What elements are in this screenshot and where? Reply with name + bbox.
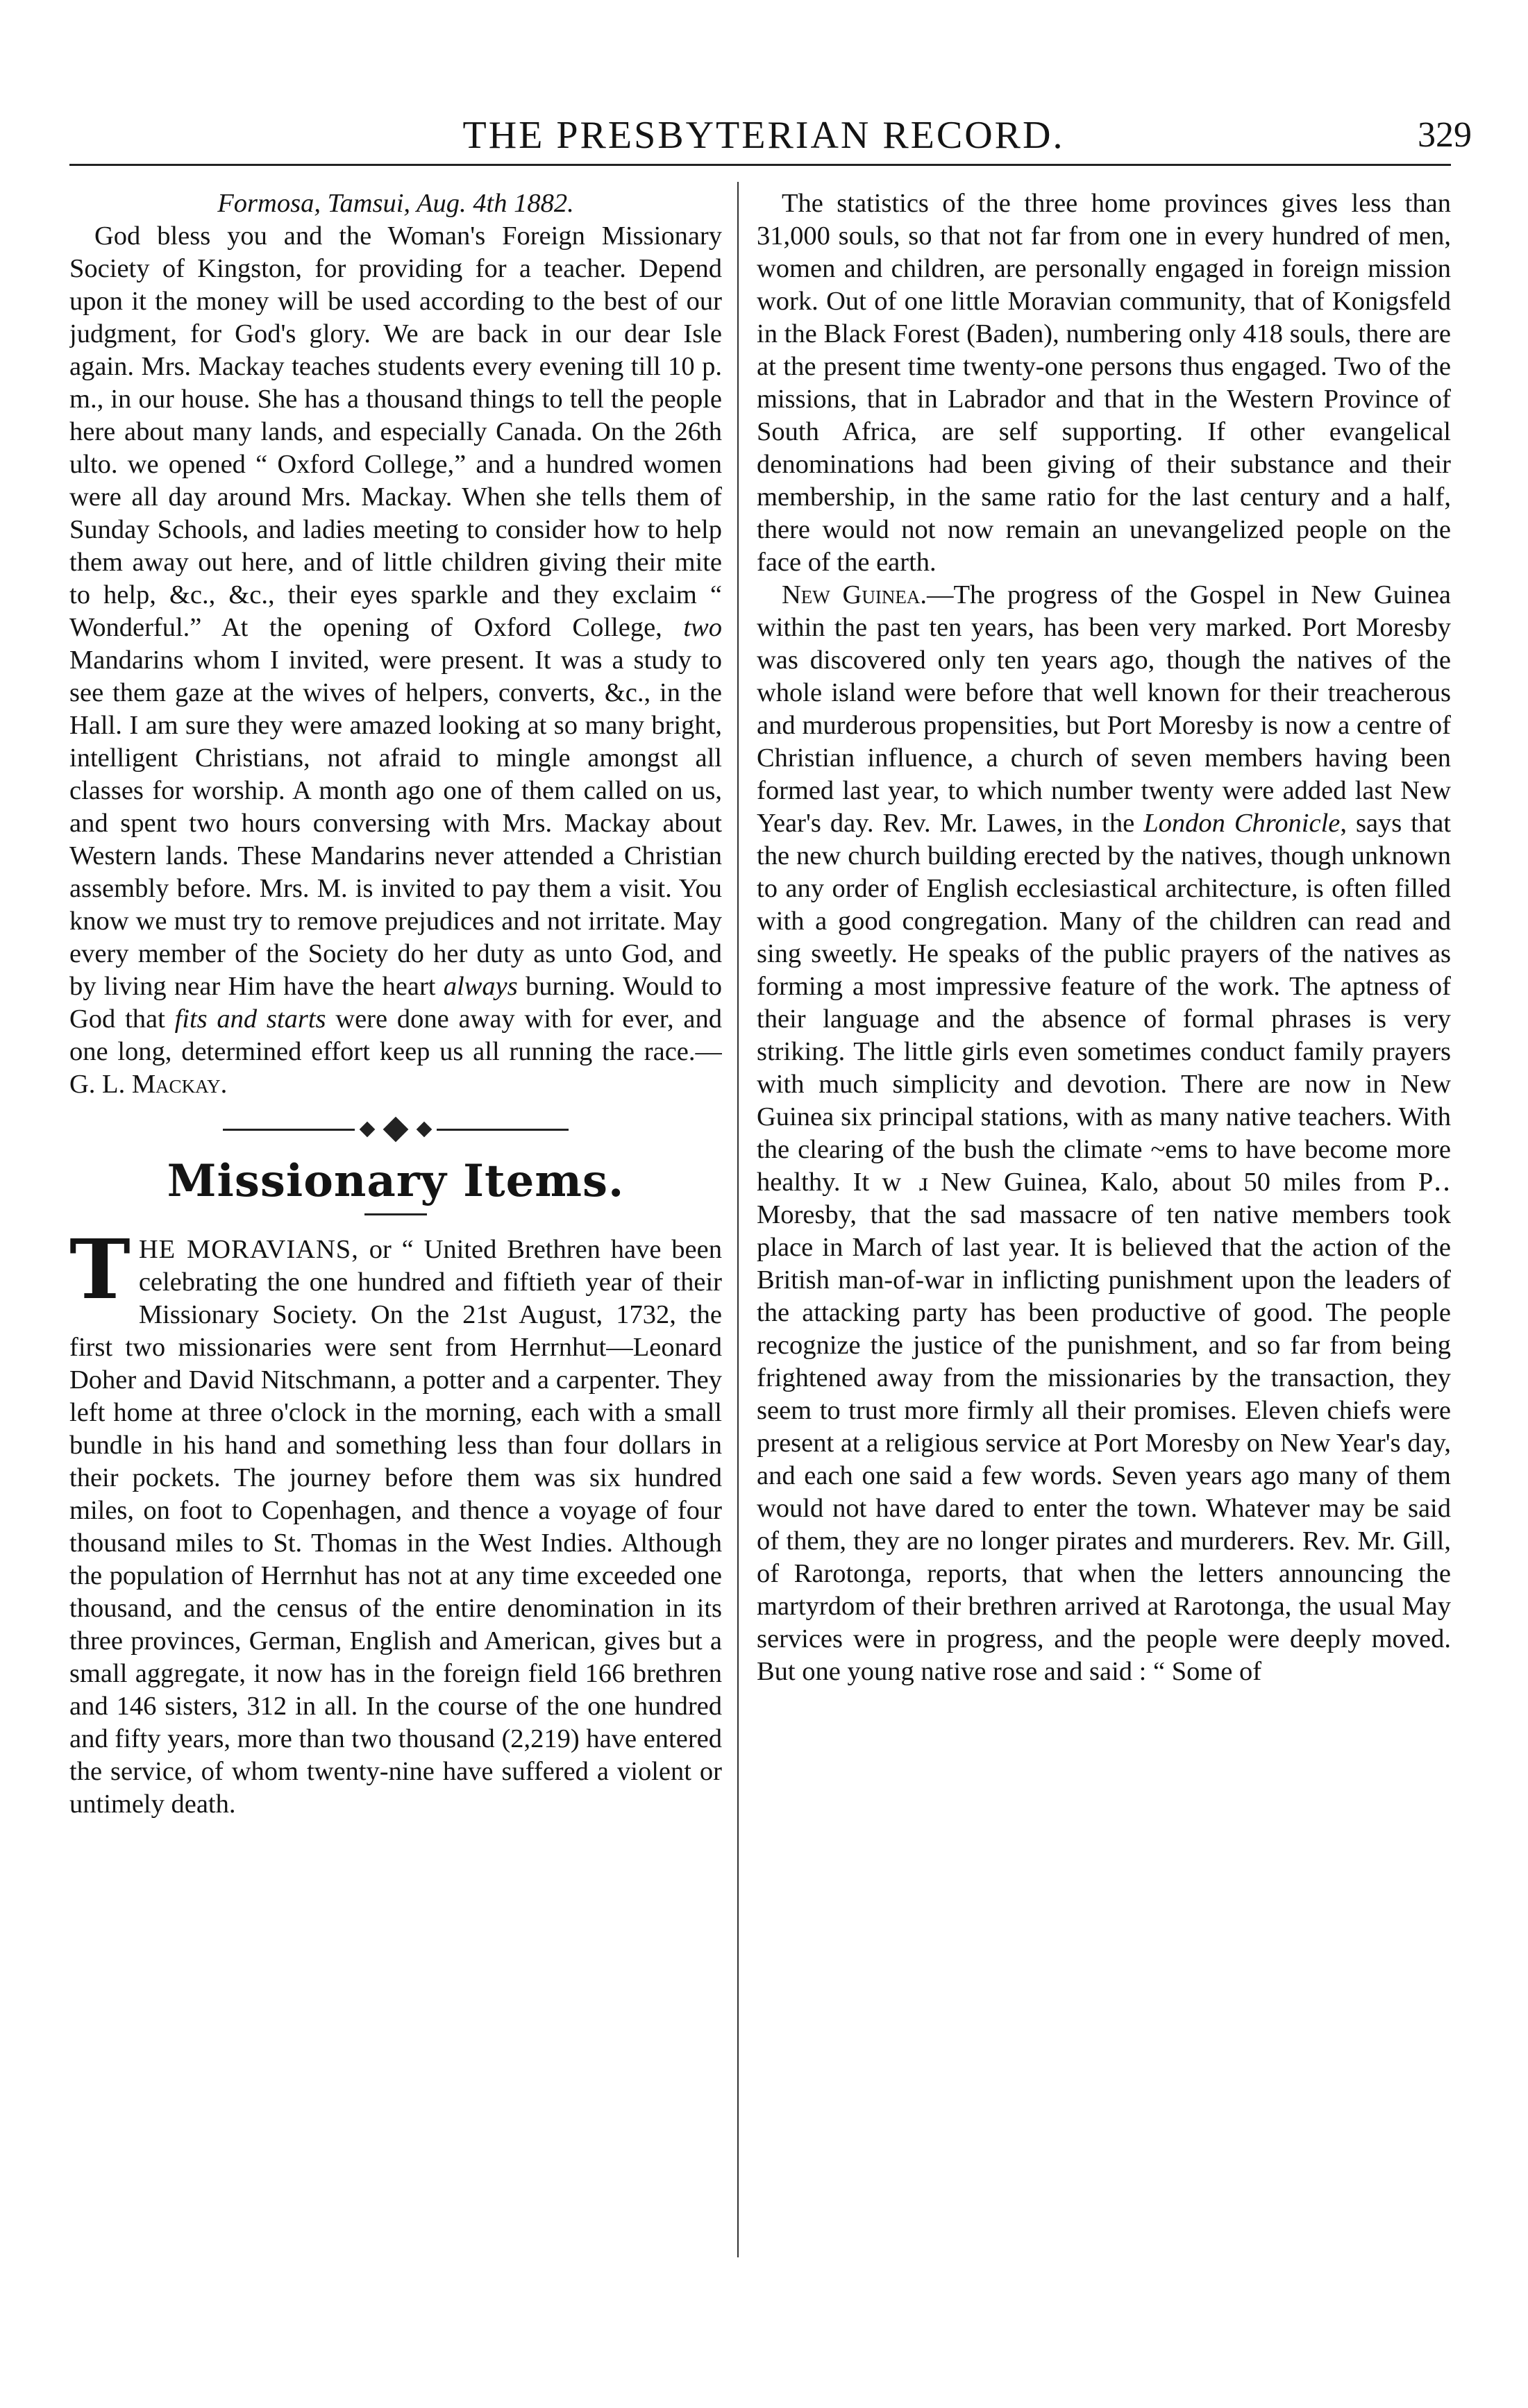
- new-guinea-text-2: , says that the new church building erected by the natives, though unknown to any order of English ecclesiastical architecture, is often filled with a good congregation. Many of the children can read and sing sweetly. He speaks of the public prayers of the natives as forming a most impressive feature of the work. The aptness of their language and the absence of formal phrases is very striking. The little girls even sometimes conduct family prayers with much simplicity and devotion. There are now in New Guinea six principal stations, with as many native teachers. With the clearing of the bush the climate ~ems to have become more healthy. It w ɹ New Guinea, Kalo, about 50 miles from P․․ Moresby, that the sad massacre of ten native members took place in March of last year. It is believed that the action of the British man-of-war in inflicting punishment upon the leaders of the attacking party has been productive of good. The people recognize the justice of the punishment, and so far from being frightened away from the missionaries by the transaction, they seem to trust more firmly all their promises. Eleven chiefs were present at a religious service at Port Moresby on New Year's day, and each one said a few words. Seven years ago many of them would not have dared to enter the town. Whatever may be said of them, they are no longer pirates and murderers. Rev. Mr. Gill, of Rarotonga, reports, that when the letters announcing the martyrdom of their brethren arrived at Rarotonga, the usual May services were in progress, and the people were deeply moved. But one young native rose and said : “ Some of: [757, 809, 1451, 1686]
- letter-body: [69, 220, 722, 1101]
- new-guinea-lead: New Guinea.: [782, 580, 927, 609]
- header-rule: [69, 164, 1451, 166]
- ornament-diamond: [417, 1122, 433, 1138]
- left-column: [69, 187, 722, 2305]
- section-heading: Missionary Items.: [167, 1155, 625, 1207]
- letter-text-1: God bless you and the Woman's Foreign Missionary Society of Kingston, for providing for a teacher. Depend upon it the money will be used according to the best of our judgment, for God's glory. We are back in our dear Isle again. Mrs. Mackay teaches students every evening till 10 p. m., in our house. She has a thousand things to tell the people here about many lands, and especially Canada. On the 26th ulto. we opened “ Oxford College,” and a hundred women were all day around Mrs. Mackay. When she tells them of Sunday Schools, and ladies meeting to consider how to help them away out here, and of little children giving their mite to help, &c., &c., their eyes sparkle and they exclaim “ Wonderful.” At the opening of Oxford College,: [69, 221, 722, 642]
- page-header: [56, 111, 1472, 160]
- letter-emphasis-fits: fits and starts: [174, 1004, 326, 1034]
- publication-title: THE PRESBYTERIAN RECORD.: [462, 114, 1065, 157]
- right-column: [757, 187, 1451, 2305]
- letter-signature: Mackay.: [131, 1070, 228, 1099]
- section-ornament: [69, 1119, 722, 1140]
- ornament-diamond-center: [383, 1117, 409, 1143]
- new-guinea-text-1: —The progress of the Gospel in New Guinea within the past ten years, has been very marked. Port Moresby was discovered only ten years ago, though the natives of the whole island were before that well known for their treacherous and murderous propensities, but Port Moresby is now a centre of Christian influence, a church of seven members having been formed last year, to which number twenty were added last New Year's day. Rev. Mr. Lawes, in the: [757, 580, 1451, 838]
- moravians-lead: HE MORAVIANS,: [138, 1235, 359, 1264]
- letter-emphasis-always: always: [443, 972, 518, 1001]
- new-guinea-paragraph: [757, 579, 1451, 1688]
- ornament-diamond: [360, 1122, 376, 1138]
- page-number: 329: [1418, 115, 1472, 155]
- heading-rule: [364, 1213, 427, 1215]
- letter-emphasis-two: two: [683, 613, 722, 642]
- ornament-line-right: [437, 1129, 569, 1131]
- column-divider: [737, 182, 739, 2257]
- moravians-paragraph: [69, 1221, 722, 1821]
- moravians-continued: The statistics of the three home provinces gives less than 31,000 souls, so that not far from one in every hundred of men, women and children, are personally engaged in foreign mission work. Out of one little Moravian community, that of Konigsfeld in the Black Forest (Baden), numbering only 418 souls, there are at the present time twenty-one persons thus engaged. Two of the missions, that in Labrador and that in the Western Province of South Africa, are self supporting. If other evangelical denominations had been giving of their substance and their membership, in the same ratio for the last century and a half, there would not now remain an unevangelized people on the face of the earth.: [757, 189, 1451, 577]
- ornament-line-left: [223, 1129, 355, 1131]
- letter-text-4: were done away with for ever, and one long, determined effort keep us all running the race.—G. L.: [69, 1004, 722, 1099]
- letter-text-2: Mandarins whom I invited, were present. It was a study to see them gaze at the wives of helpers, converts, &c., in the Hall. I am sure they were amazed looking at so many bright, intelligent Christians, not afraid to mingle amongst all classes for worship. A month ago one of them called on us, and spent two hours conversing with Mrs. Mackay about Western lands. These Mandarins never attended a Christian assembly before. Mrs. M. is invited to pay them a visit. You know we must try to remove prejudices and not irritate. May every member of the Society do her duty as unto God, and by living near Him have the heart: [69, 646, 722, 1001]
- drop-cap: T: [69, 1221, 131, 1317]
- letter-text-3: burning. Would to God that: [69, 972, 722, 1034]
- letter-dateline: Formosa, Tamsui, Aug. 4th 1882.: [217, 189, 574, 218]
- publication-name: London Chronicle: [1143, 809, 1341, 838]
- moravians-text: or “ United Brethren have been celebrating the one hundred and fiftieth year of their Missionary Society. On the 21st August, 1732, the first two missionaries were sent from Herrnhut—Leonard Doher and David Nitschmann, a potter and a carpenter. They left home at three o'clock in the morning, each with a small bundle in his hand and something less than four dollars in their pockets. The journey before them was six hundred miles, on foot to Copenhagen, and thence a voyage of four thousand miles to St. Thomas in the West Indies. Although the population of Herrnhut has not at any time exceeded one thousand, and the census of the entire denomination in its three provinces, German, English and American, gives but a small aggregate, it now has in the foreign field 166 brethren and 146 sisters, 312 in all. In the course of the one hundred and fifty years, more than two thousand (2,219) have entered the service, of whom twenty-nine have suffered a violent or untimely death.: [69, 1235, 722, 1819]
